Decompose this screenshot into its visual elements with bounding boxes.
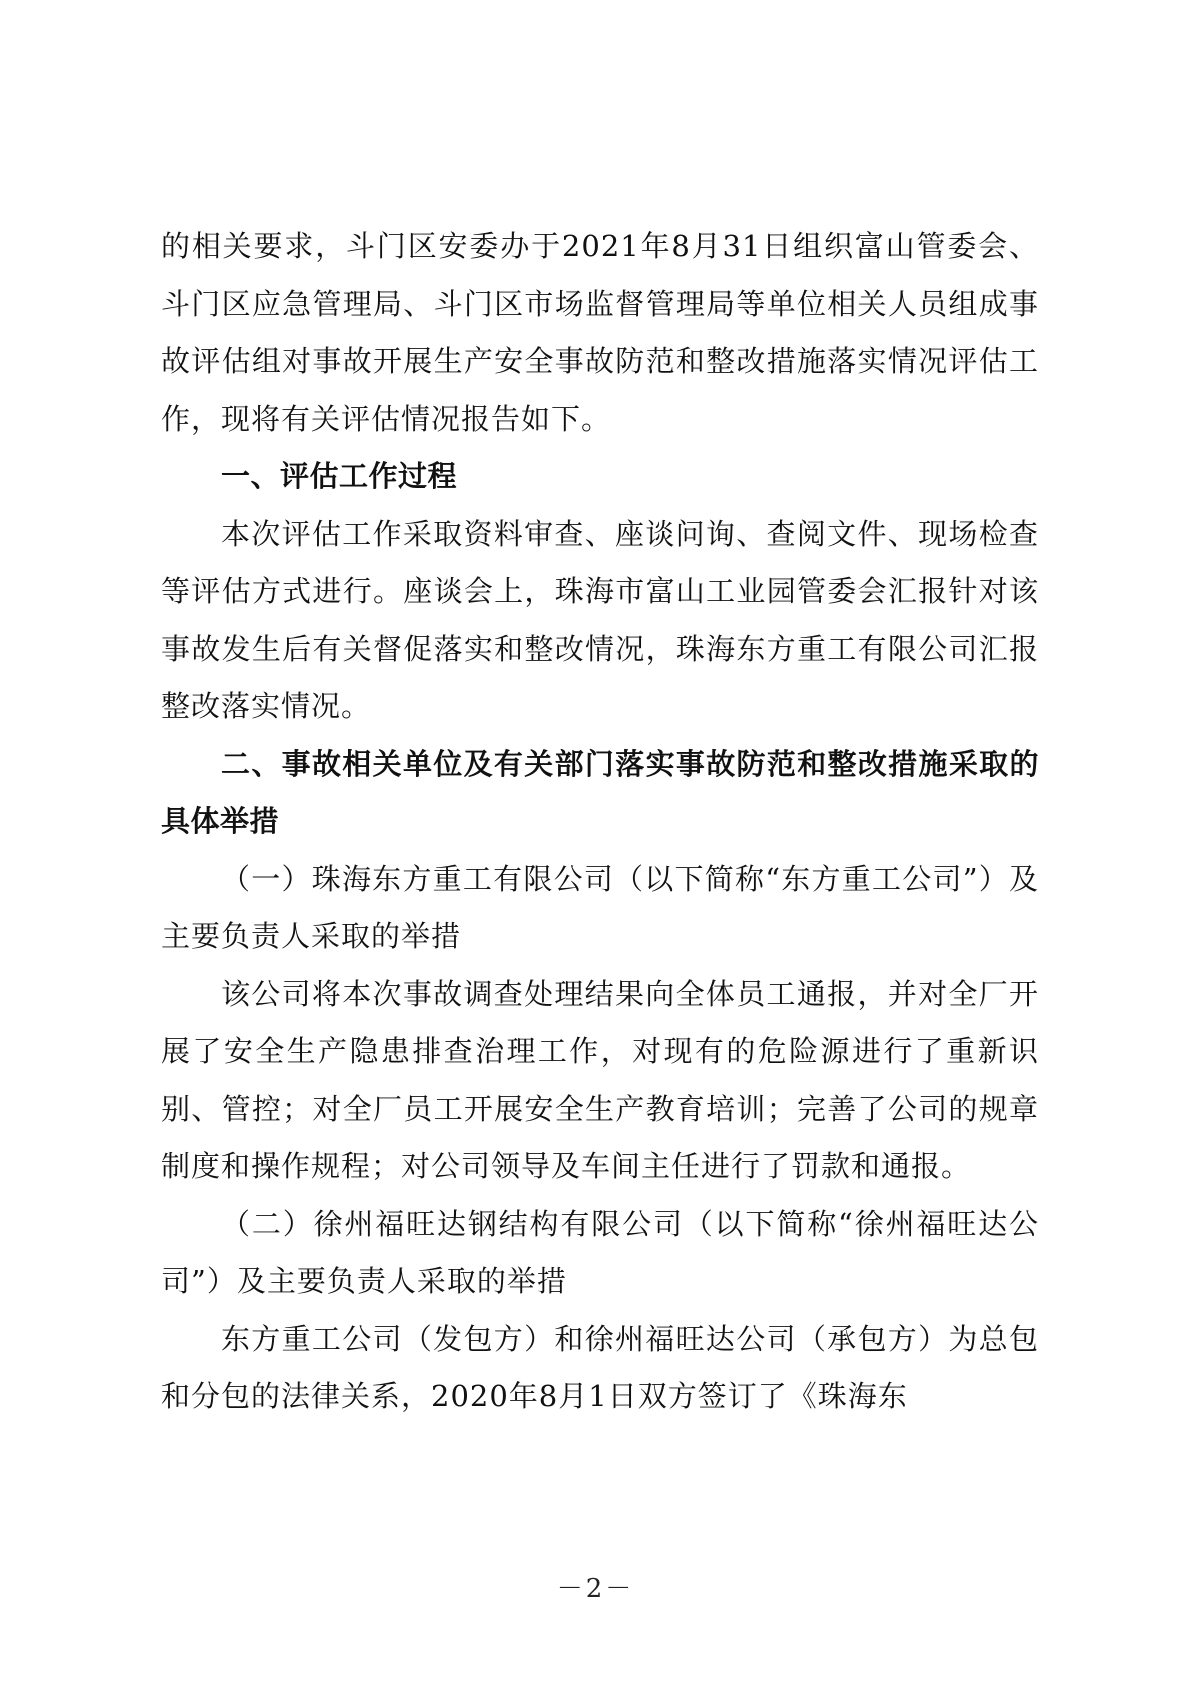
paragraph-dongfang-measures: 该公司将本次事故调查处理结果向全体员工通报，并对全厂开展了安全生产隐患排查治理工作，对现有的危险源进行了重新识别、管控；对全厂员工开展安全生产教育培训；完善了公司的规章制度和操作规程；对公司领导及车间主任进行了罚款和通报。 — [161, 976, 1039, 1183]
paragraph-intro: 的相关要求，斗门区安委办于2021年8月31日组织富山管委会、斗门区应急管理局、斗门区市场监督管理局等单位相关人员组成事故评估组对事故开展生产安全事故防范和整改措施落实情况评估工作，现将有关评估情况报告如下。 — [161, 229, 1039, 436]
subsection-heading-1: （一）珠海东方重工有限公司（以下简称“东方重工公司”）及主要负责人采取的举措 — [161, 861, 1039, 953]
section-heading-2: 二、事故相关单位及有关部门落实事故防范和整改措施采取的具体举措 — [161, 746, 1039, 838]
page-number: －2－ — [556, 1574, 635, 1604]
paragraph-contract-relation: 东方重工公司（发包方）和徐州福旺达公司（承包方）为总包和分包的法律关系，2020年8月1日双方签订了《珠海东 — [161, 1321, 1039, 1413]
section-heading-1: 一、评估工作过程 — [221, 459, 458, 493]
paragraph-evaluation-process: 本次评估工作采取资料审查、座谈问询、查阅文件、现场检查等评估方式进行。座谈会上，珠海市富山工业园管委会汇报针对该事故发生后有关督促落实和整改情况，珠海东方重工有限公司汇报整改落实情况。 — [161, 516, 1039, 723]
document-body — [161, 218, 1039, 1426]
subsection-heading-2: （二）徐州福旺达钢结构有限公司（以下简称“徐州福旺达公司”）及主要负责人采取的举措 — [161, 1206, 1039, 1298]
